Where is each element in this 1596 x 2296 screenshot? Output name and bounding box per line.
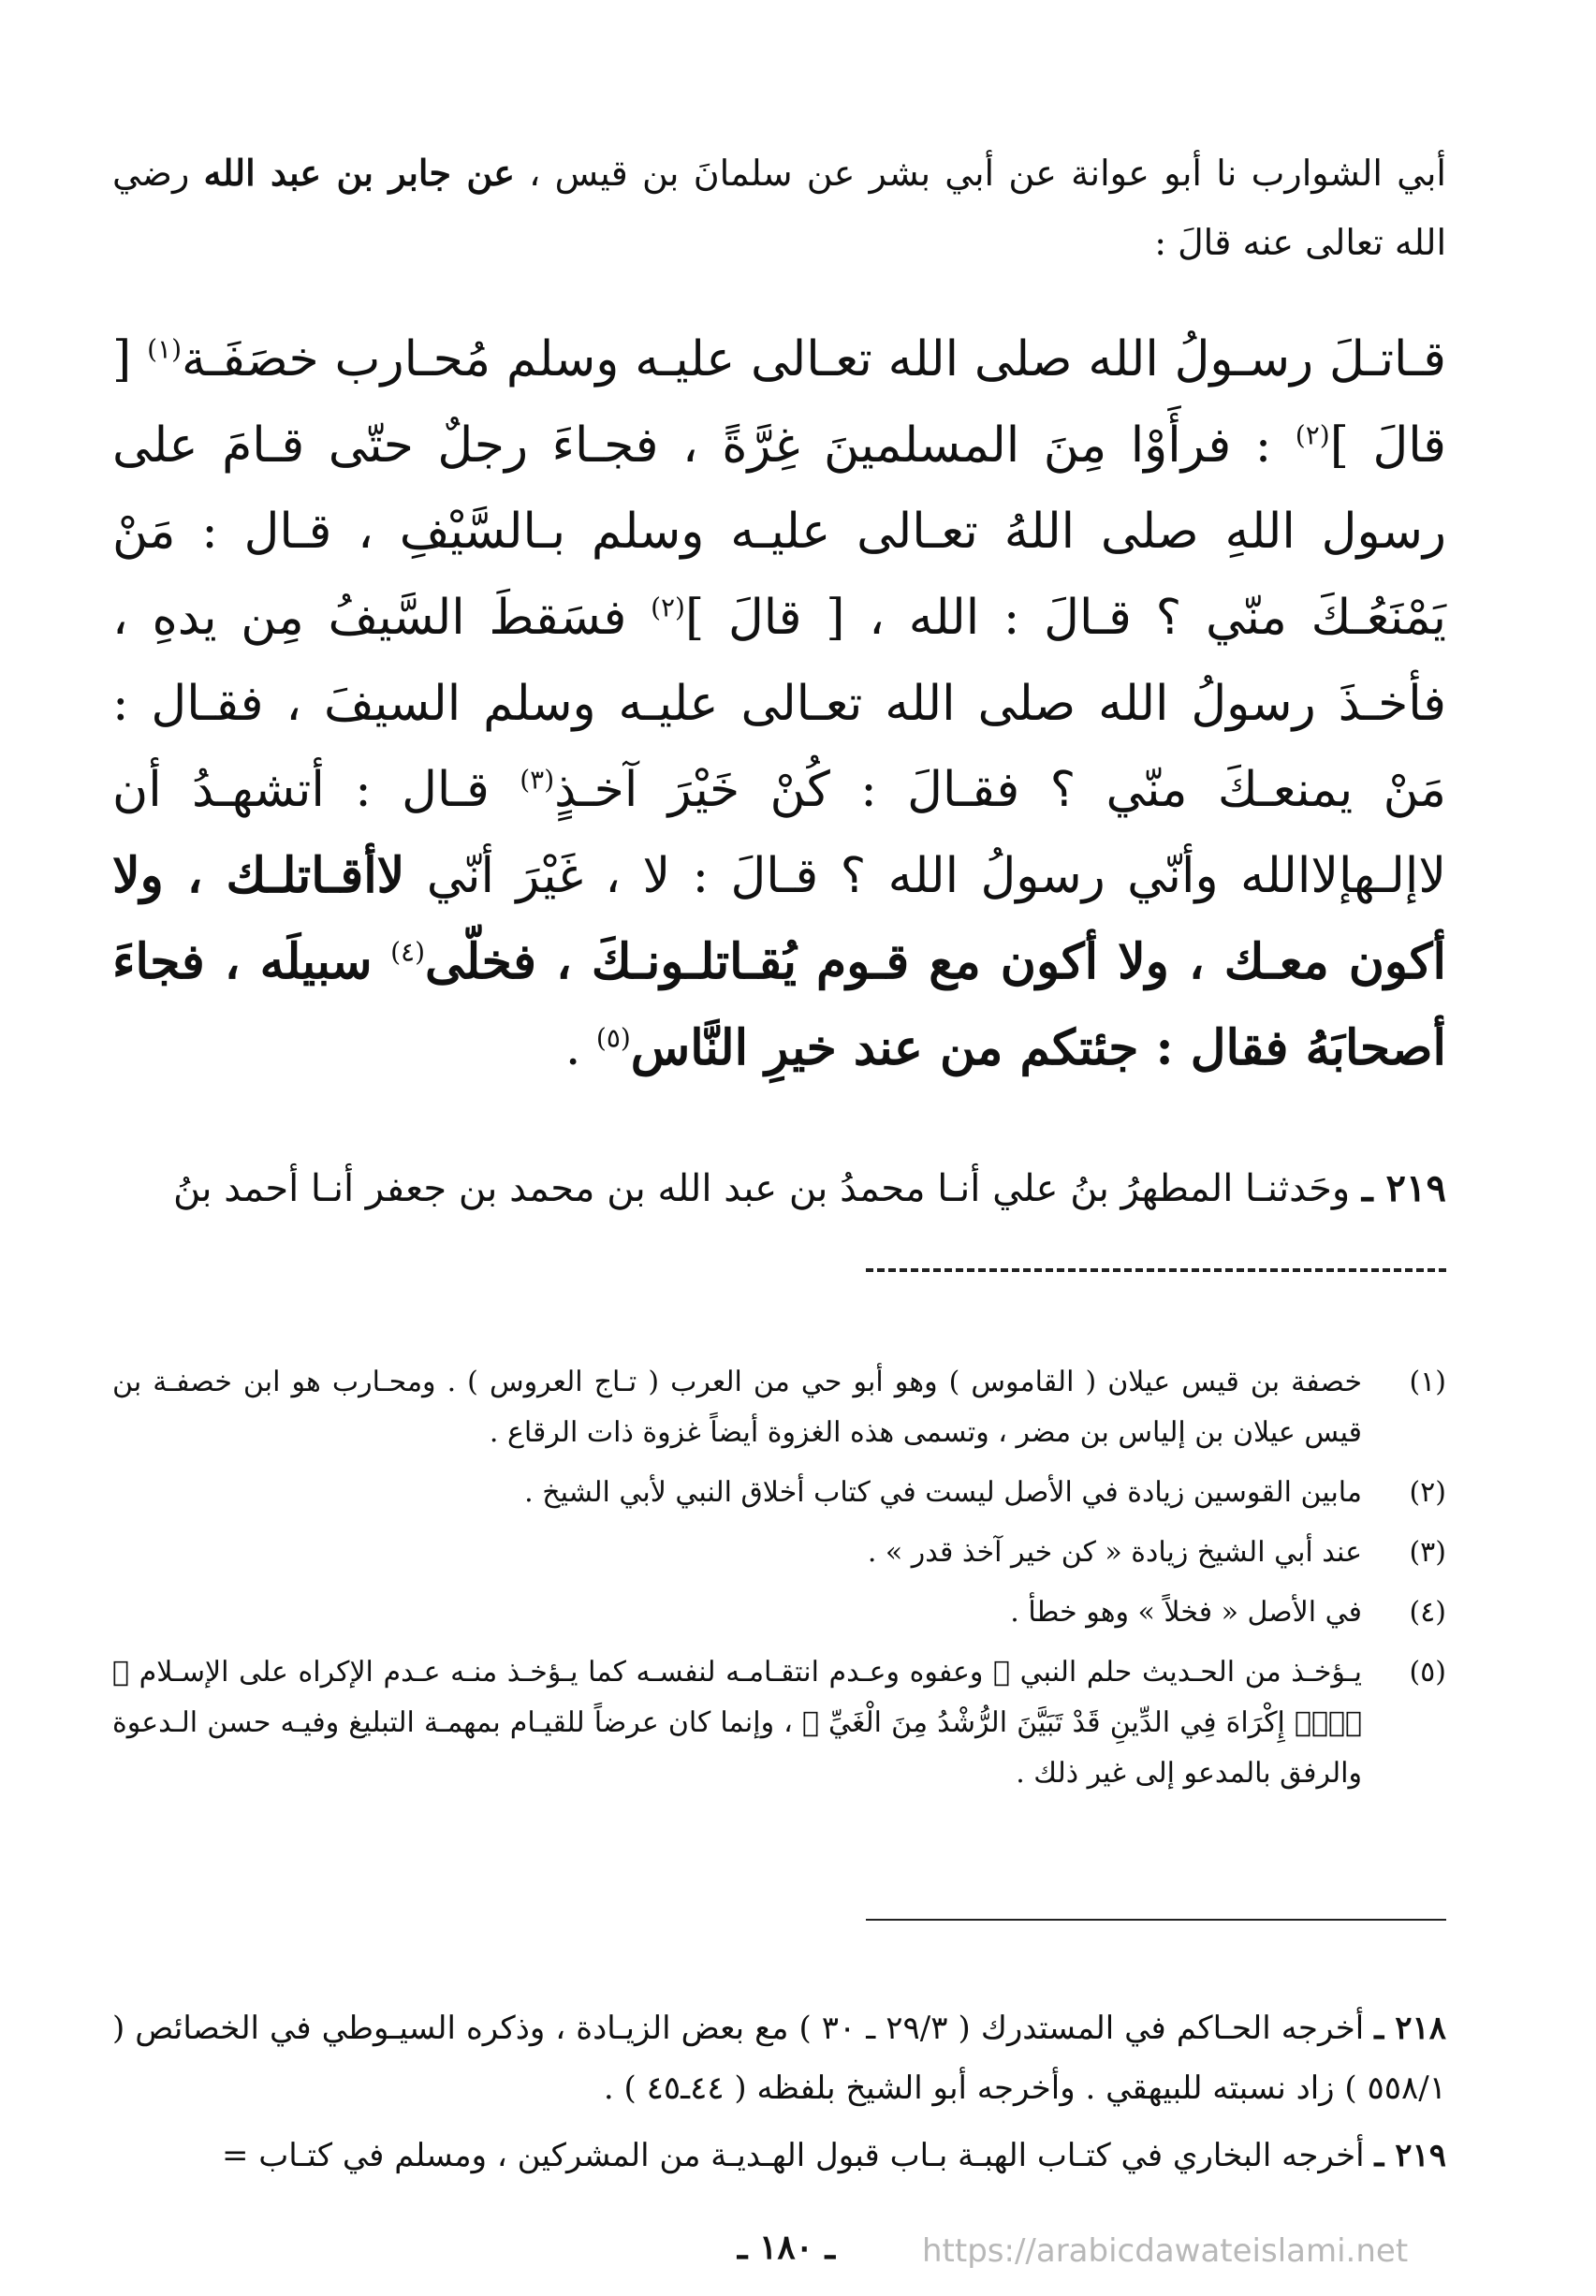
- footnote-text: عند أبي الشيخ زيادة « كن خير آخذ قدر » .: [867, 1536, 1362, 1569]
- footnote-marker: (١): [1409, 1366, 1446, 1398]
- footnote-text: خصفة بن قيس عيلان ( القاموس ) وهو أبو حي من العرب ( تـاج العروس ) . ومحـارب هو ابن خصفـة بن قيس عيلان بن إلياس بن مضر ، وتسمى هذه الغزوة أيضاً غزوة ذات الرقاع .: [112, 1366, 1362, 1449]
- footnote: [112, 1587, 1446, 1638]
- footnote: [112, 1528, 1446, 1578]
- hadith-part: فسَقطَ السَّيفُ مِن يدهِ ، فأخـذَ رسولُ الله صلى الله تعـالى عليـه وسلم السيفَ ، فقـال : مَنْ يمنعـكَ منّي ؟ فقـالَ : كُنْ خَيْرَ آخـذٍ: [112, 590, 1447, 818]
- hadith-text: [112, 316, 1446, 1091]
- hadith-number: ٢١٩ ـ: [1361, 1166, 1446, 1210]
- isnad-narrator: عن جابر بن عبد الله: [203, 152, 515, 194]
- footnote: [112, 1647, 1446, 1799]
- hadith-part: .: [564, 1020, 581, 1076]
- takhrij-entry: [112, 2126, 1446, 2186]
- isnad-text-2: رضي الله تعالى عنه قالَ :: [112, 153, 1446, 263]
- watermark-url: https://arabicdawateislami.net: [922, 2232, 1409, 2270]
- footnote-text: يـؤخـذ من الحـديث حلم النبي ﷺ وعفوه وعـدم انتقـامـه لنفسـه كما يـؤخـذ منـه عـدم الإكراه على الإسـلام ﴿ لَاۤ إِكْرَاهَ فِي الدِّينِ قَدْ تَبَيَّنَ الرُّشْدُ مِنَ الْغَيِّ ﴾ ، وإنما كان عرضاً للقيـام بمهمـة التبليغ وفيـه حسن الـدعوة والرفق بالمدعو إلى غير ذلك .: [112, 1656, 1362, 1790]
- takhrij-text: أخرجه الحـاكم في المستدرك ( ٢٩/٣ ـ ٣٠ ) مع بعض الزيـادة ، وذكره السيـوطي في الخصائص ( ٥٥٨/١ ) زاد نسبته للبيهقي . وأخرجه أبو الشيخ بلفظه ( ٤٤ـ٤٥ ) .: [112, 2010, 1446, 2107]
- footnote-marker: (٥): [1409, 1656, 1446, 1689]
- footnote: [112, 1357, 1446, 1458]
- takhrij-entry: [112, 1998, 1446, 2118]
- page-number: ـ ١٨٠ ـ: [737, 2228, 836, 2267]
- dashed-separator: [866, 1268, 1446, 1272]
- footnote-ref: (٢): [651, 592, 685, 623]
- hadith-part-bold: لاأقـاتلـك ، ولا أكون معـك ، ولا أكون مع قـوم يُقـاتلـونـكَ ، فخلّى: [112, 847, 1446, 990]
- footnote-ref: (٢): [1295, 419, 1330, 451]
- solid-separator: [866, 1919, 1446, 1921]
- hadith-part-bold: سبيلَه ، فجاءَ أصحابَهُ فقال : جئتكم من عند خيرِ النَّاس: [112, 933, 1446, 1076]
- footnote-ref: (١): [147, 333, 183, 365]
- footnote-marker: (٢): [1409, 1476, 1446, 1509]
- isnad-text: أبي الشوارب نا أبو عوانة عن أبي بشر عن سلمانَ بن قيس ،: [529, 153, 1446, 194]
- footnote-text: في الأصل « فخلاً » وهو خطأ .: [1010, 1596, 1362, 1629]
- footnote-ref: (٥): [595, 1022, 631, 1054]
- footnote-ref: (٤): [390, 936, 426, 968]
- footnotes-section: [112, 1357, 1446, 1808]
- takhrij-section: [112, 1998, 1446, 2193]
- footnote-marker: (٤): [1409, 1596, 1446, 1629]
- takhrij-number: ٢١٨ ـ: [1374, 2010, 1447, 2047]
- next-hadith-line: [112, 1161, 1446, 1217]
- hadith-part: قـال : أتشهـدُ أن لاإلـهإلاالله وأنّي رسولُ الله ؟ قـالَ : لا ، غَيْرَ أنّي: [112, 762, 1446, 904]
- isnad-intro: [112, 139, 1446, 277]
- hadith-isnad: وحَدثنـا المطهرُ بنُ علي أنـا محمدُ بن عبد الله بن محمد بن جعفر أنـا أحمد بنُ: [172, 1167, 1351, 1210]
- footnote-text: مابين القوسين زيادة في الأصل ليست في كتاب أخلاق النبي لأبي الشيخ .: [524, 1476, 1362, 1509]
- takhrij-number: ٢١٩ ـ: [1374, 2137, 1446, 2174]
- footnote-ref: (٣): [520, 764, 555, 796]
- hadith-part: : فرأَوْا مِنَ المسلمينَ غِرَّةً ، فجـاءَ رجلٌ حتّى قـامَ على رسول اللهِ صلى اللهُ تعـالى عليـه وسلم بـالسَّيْفِ ، قـال : مَنْ يَمْنَعُـكَ منّي ؟ قـالَ : الله ، [ قالَ ]: [112, 417, 1446, 646]
- footnote: [112, 1468, 1446, 1518]
- hadith-part: قـاتـلَ رسـولُ الله صلى الله تعـالى عليـه وسلم مُحـارب خصَفَـة: [182, 331, 1446, 388]
- hadith-part: [ قالَ ]: [112, 331, 1446, 474]
- takhrij-text: أخرجه البخاري في كتـاب الهبـة بـاب قبول الهـديـة من المشركين ، ومسلم في كتـاب =: [221, 2137, 1365, 2174]
- footnote-marker: (٣): [1409, 1536, 1446, 1569]
